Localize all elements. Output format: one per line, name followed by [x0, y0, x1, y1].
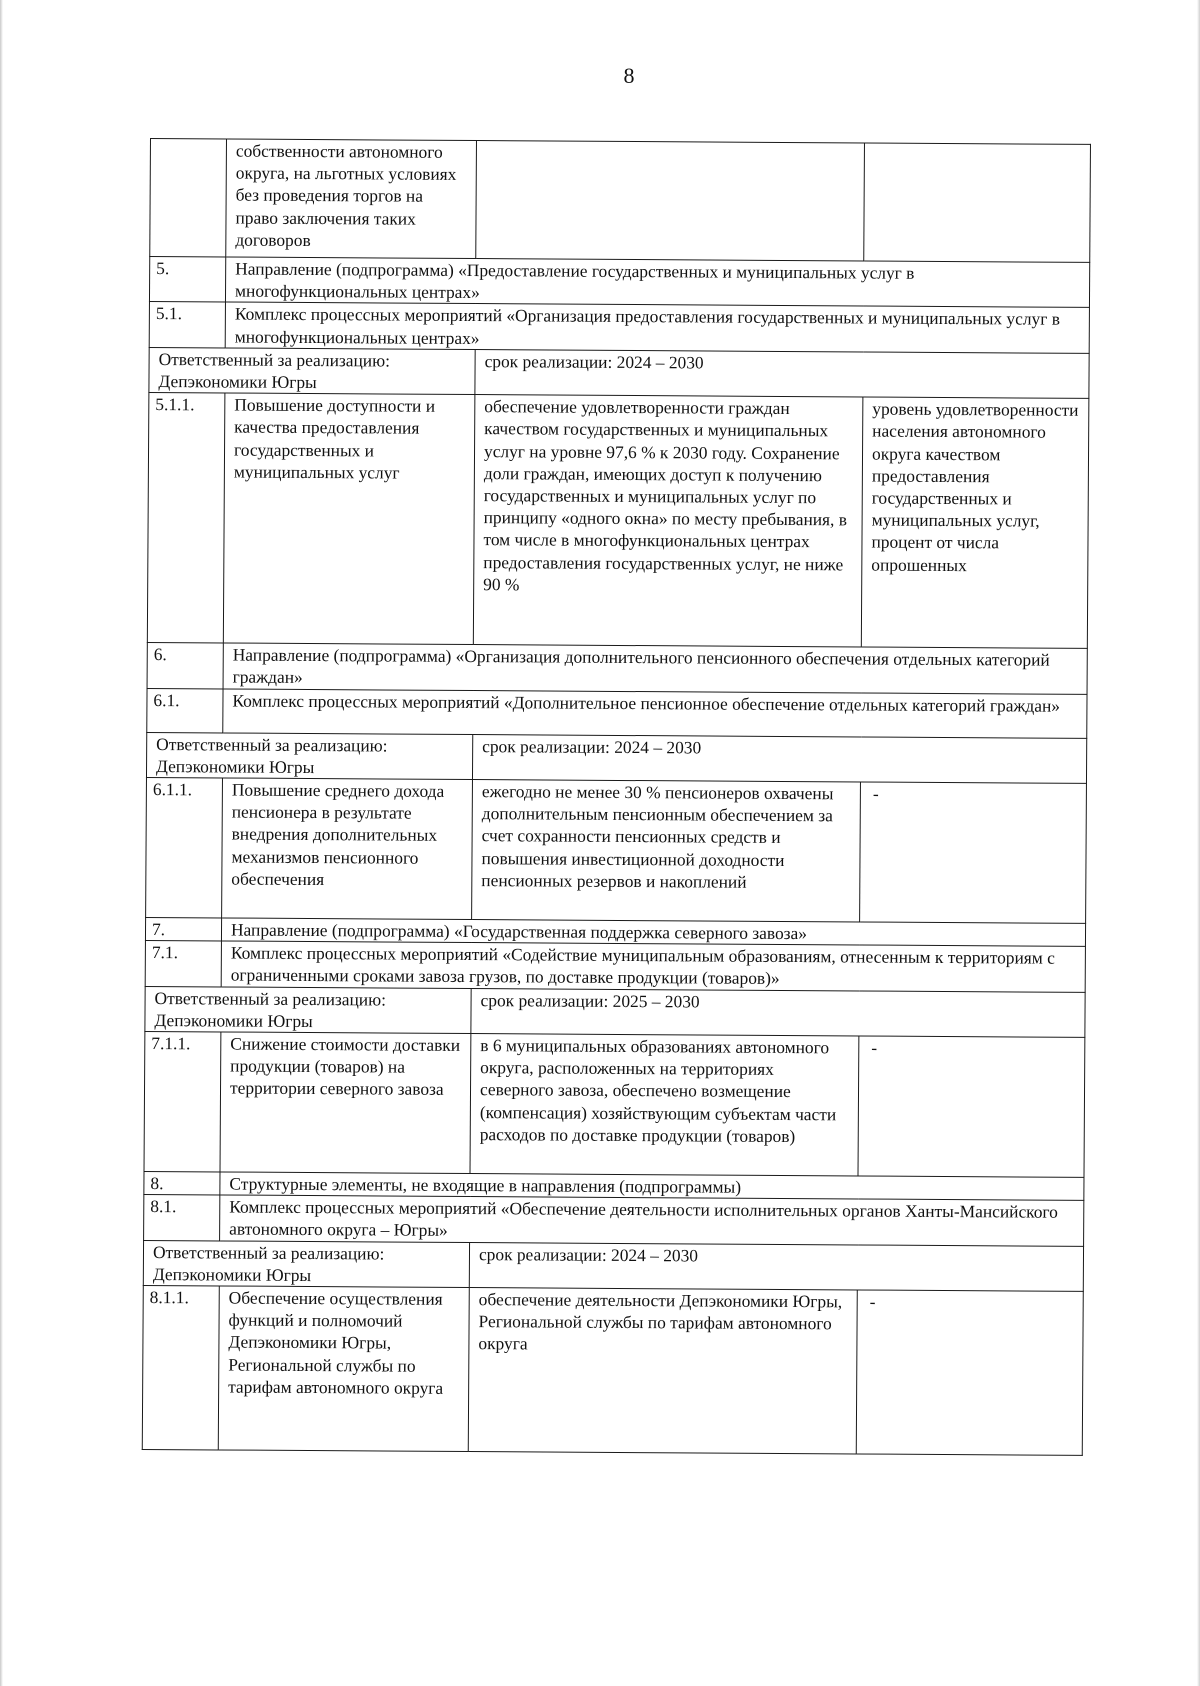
row-number: 5. [149, 257, 225, 303]
table-row [142, 1286, 1083, 1456]
table-row [145, 941, 1085, 992]
row-number: 8.1.1. [142, 1286, 219, 1450]
effect-cell: ежегодно не менее 30 % пенсионеров охвачены дополнительным пенсионным обеспечением за счет сохранности пенсионных средств и повышения инвестиционной доходности пенсионных резервов и накоплений [472, 780, 861, 922]
complex-heading: Комплекс процессных мероприятий «Содействие муниципальным образованиям, отнесенным к территориям с ограниченными сроками завоза грузов, по доставке продукции (товаров)» [221, 941, 1085, 992]
row-number: 8.1. [144, 1195, 220, 1241]
row-number: 8. [144, 1172, 220, 1196]
row-number: 5.1.1. [147, 393, 225, 643]
effect-cell: в 6 муниципальных образованиях автономного округа, расположенных на территориях северного завоза, обеспечено возмещение (компенсация) хозяйствующим субъектам части расходов по доставке продукции (товаров) [470, 1034, 859, 1176]
empty-cell [864, 143, 1091, 262]
empty-cell [150, 139, 227, 257]
indicator-cell: - [856, 1290, 1083, 1455]
table-row [149, 347, 1089, 398]
direction-heading: Направление (подпрограмма) «Государственная поддержка северного завоза» [221, 918, 1085, 947]
task-cell: Снижение стоимости доставки продукции (товаров) на территории северного завоза [220, 1032, 471, 1174]
period-cell: срок реализации: 2025 – 2030 [471, 988, 1085, 1037]
complex-heading: Комплекс процессных мероприятий «Дополнительное пенсионное обеспечение отдельных категорий граждан» [223, 689, 1087, 738]
direction-heading: Структурные элементы, не входящие в направления (подпрограммы) [220, 1172, 1084, 1201]
period-cell: срок реализации: 2024 – 2030 [472, 734, 1086, 783]
indicator-cell: - [860, 782, 1087, 923]
task-cell: собственности автономного округа, на льготных условиях без проведения торгов на право заключения таких договоров [226, 139, 477, 259]
complex-heading: Комплекс процессных мероприятий «Организация предоставления государственных и муниципальных услуг в многофункциональных центрах» [225, 302, 1089, 353]
table-row [145, 986, 1085, 1037]
row-number: 7.1.1. [144, 1032, 221, 1172]
row-number: 6.1.1. [146, 778, 223, 918]
indicator-cell: - [858, 1036, 1085, 1177]
page-number: 8 [623, 63, 635, 88]
table-row [147, 688, 1087, 738]
period-cell: срок реализации: 2024 – 2030 [469, 1242, 1083, 1291]
table-row [150, 139, 1091, 263]
task-cell: Обеспечение осуществления функций и полномочий Депэкономики Югры, Региональной службы по тарифам автономного округа [218, 1286, 469, 1452]
period-cell: срок реализации: 2024 – 2030 [475, 349, 1089, 398]
responsible-cell: Ответственный за реализацию: Депэкономики Югры [149, 347, 475, 394]
row-number: 6. [147, 643, 223, 689]
indicator-cell: уровень удовлетворенности населения автономного округа качеством предоставления государственных и муниципальных услуг, процент от числа опрошенных [861, 397, 1089, 648]
row-number: 7. [145, 918, 221, 942]
scan-edge-left [0, 0, 3, 1686]
row-number: 5.1. [149, 302, 225, 348]
task-cell: Повышение доступности и качества предоставления государственных и муниципальных услуг [223, 393, 475, 645]
direction-heading: Направление (подпрограмма) «Организация дополнительного пенсионного обеспечения отдельных категорий граждан» [223, 643, 1087, 694]
table-row [146, 778, 1087, 924]
effect-cell: обеспечение деятельности Депэкономики Югры, Региональной службы по тарифам автономного округа [468, 1288, 857, 1454]
table-row [143, 1240, 1083, 1291]
table-row [146, 732, 1086, 783]
table-row [149, 302, 1089, 353]
table-row [147, 643, 1087, 694]
direction-heading: Направление (подпрограмма) «Предоставление государственных и муниципальных услуг в многофункциональных центрах» [225, 257, 1089, 308]
task-cell: Повышение среднего дохода пенсионера в результате внедрения дополнительных механизмов пенсионного обеспечения [222, 778, 473, 920]
table-row [144, 1195, 1084, 1246]
table-row [147, 393, 1089, 649]
empty-cell [476, 141, 865, 261]
table-row [149, 257, 1089, 308]
responsible-cell: Ответственный за реализацию: Депэкономики Югры [145, 986, 471, 1033]
row-number: 7.1. [145, 941, 221, 987]
responsible-cell: Ответственный за реализацию: Депэкономики Югры [143, 1240, 469, 1287]
row-number: 6.1. [147, 688, 223, 732]
responsible-cell: Ответственный за реализацию: Депэкономики Югры [146, 732, 472, 779]
program-structure-table [142, 138, 1091, 1456]
table-row [144, 1032, 1085, 1178]
complex-heading: Комплекс процессных мероприятий «Обеспечение деятельности исполнительных органов Ханты-Мансийского автономного округа – Югры» [220, 1195, 1084, 1246]
effect-cell: обеспечение удовлетворенности граждан качеством государственных и муниципальных услуг на уровне 97,6 % к 2030 году. Сохранение доли граждан, имеющих доступ к получению государственных и муниципальных услуг по принципу «одного окна» по месту пребывания, в том числе в многофункциональных центрах предоставления государственных услуг, не ниже 90 % [473, 395, 863, 647]
